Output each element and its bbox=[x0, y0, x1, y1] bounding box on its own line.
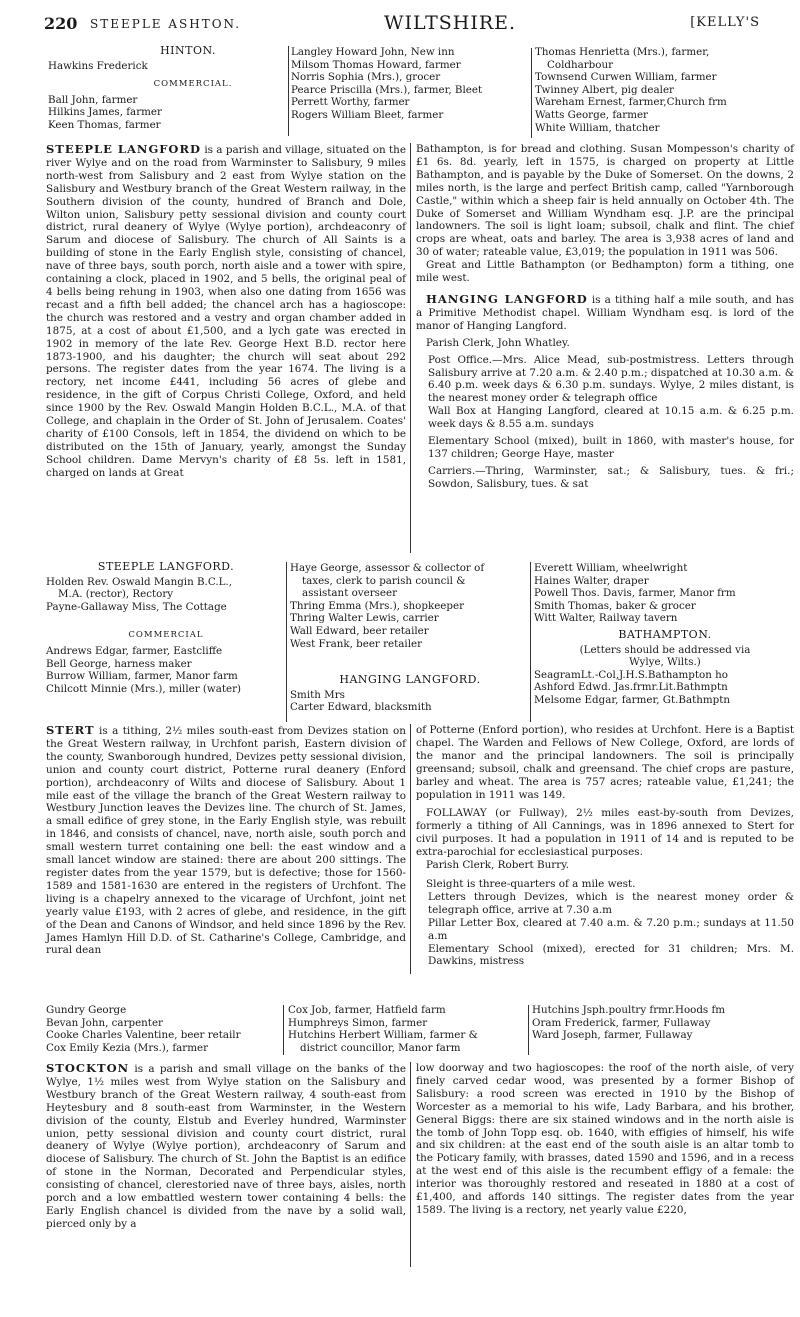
sleight-note: Sleight is three-quarters of a mile west. bbox=[426, 877, 636, 890]
paragraph-text: low doorway and two hagioscopes: the roof of the north aisle, of very finely carved cedar wood, was presented by a former Bishop of Salisbury: a rood screen was erected in 1910 by the Bishop of Worcester as a memorial to his wife, Lady Barbara, and his brother, General Biggs: there are six stained windows and in the north aisle is the tomb of John Topp esq. ob. 1640, with effigies of himself, his wife and six children: at the east end of the south aisle is an altar tomb to the Poticary family, with brasses, dated 1590 and 1596, and in a recess at the west end of this aisle is the recumbent effigy of a female: the interior was thoroughly restored and reseated in 1880 at a cost of £1,400, and affords 140 sittings. The register dates from the year 1589. The living is a rectory, net yearly value £220, bbox=[416, 1062, 794, 1216]
column-rule bbox=[288, 46, 289, 136]
bathampton-heading: BATHAMPTON. bbox=[618, 627, 712, 641]
carriers: Carriers.—Thring, Warminster, sat.; & Salisbury, tues. & fri.; Sowdon, Salisbury, tues. & sat bbox=[428, 464, 794, 490]
list-item: Melsome Edgar, farmer, Gt.Bathmptn bbox=[534, 693, 731, 706]
list-item: Gundry George bbox=[46, 1004, 127, 1016]
paragraph-text: is a parish and small village on the banks of the Wylye, 1½ miles west from Wylye station on the Salisbury and Westbury branch of the Great Western railway, 4 south-east from Heytesbury and 8 south-east from Warminster, in the Western division of the county, Elstub and Everley hundred, Warminster union, petty sessional division and county court district, rural deanery of Wylye (Wylye portion), archdeaconry of Sarum and diocese of Salisbury. The church of St. John the Baptist is an edifice of stone in the Norman, Decorated and Perpendicular styles, consisting of chancel, clerestoried nave of three bays, aisles, north porch and a low embattled western tower containing 4 bells: the Early English chancel is divided from the nave by a solid wall, pierced only by a bbox=[46, 1063, 406, 1230]
list-item: district councillor, Manor farm bbox=[300, 1041, 461, 1054]
list-item: Hutchins Jsph.poultry frmr.Hoods fm bbox=[532, 1004, 726, 1016]
paragraph-text: Great and Little Bathampton (or Bedhampton) form a tithing, one mile west. bbox=[416, 259, 794, 285]
hinton-directory-col2 bbox=[291, 46, 531, 122]
list-item: Twinney Albert, pig dealer bbox=[535, 83, 674, 96]
stockton-description bbox=[46, 1062, 406, 1231]
list-item: Thring Emma (Mrs.), shopkeeper bbox=[290, 599, 465, 612]
list-item: Keen Thomas, farmer bbox=[48, 118, 161, 131]
list-item: Cox Emily Kezia (Mrs.), farmer bbox=[46, 1041, 209, 1054]
place-name: STERT bbox=[46, 723, 95, 737]
page-header bbox=[44, 12, 760, 36]
column-rule bbox=[410, 143, 411, 553]
list-item: Townsend Curwen William, farmer bbox=[535, 71, 717, 84]
hinton-commercial-heading: COMMERCIAL. bbox=[153, 79, 233, 90]
list-item: Holden Rev. Oswald Mangin B.C.L., bbox=[46, 575, 232, 588]
paragraph-text: is a tithing half a mile south, and has a Primitive Methodist chapel. William Wyndham esq. is lord of the manor of Hanging Langford. bbox=[416, 293, 795, 332]
list-item: Perrett Worthy, farmer bbox=[291, 96, 410, 109]
school: Elementary School (mixed), erected for 31 children; Mrs. M. Dawkins, mistress bbox=[428, 942, 794, 968]
list-item: Cox Job, farmer, Hatfield farm bbox=[288, 1004, 446, 1016]
steeple-langford-directory-col1 bbox=[46, 560, 286, 695]
column-rule bbox=[531, 48, 532, 138]
list-item: Bell George, harness maker bbox=[46, 657, 192, 670]
list-item: Thomas Henrietta (Mrs.), farmer, bbox=[535, 46, 710, 58]
hinton-heading: HINTON. bbox=[160, 44, 216, 57]
list-item: Rogers William Bleet, farmer bbox=[291, 108, 444, 121]
column-rule bbox=[530, 562, 531, 722]
place-name: STOCKTON bbox=[46, 1061, 130, 1075]
list-item: Thring Walter Lewis, carrier bbox=[290, 612, 439, 625]
list-item: Haines Walter, draper bbox=[534, 574, 649, 587]
steeple-langford-description bbox=[46, 143, 406, 480]
steeple-langford-directory-col2 bbox=[290, 562, 530, 714]
stockton-description-cont bbox=[416, 1062, 794, 1217]
stert-directory-col1 bbox=[46, 1004, 282, 1054]
list-item: Andrews Edgar, farmer, Eastcliffe bbox=[46, 644, 223, 657]
list-item: SeagramLt.-Col,J.H.S.Bathampton ho bbox=[534, 668, 728, 681]
column-rule bbox=[410, 1062, 411, 1267]
paragraph-text: of Potterne (Enford portion), who resides at Urchfont. Here is a Baptist chapel. The Warden and Fellows of New College, Oxford, are lords of the manor and the principal landowners. The soil is principally greensand; subsoil, chalk and greensand. The chief crops are pasture, barley and wheat. The area is 757 acres; rateable value, £1,241; the population in 1911 was 149. bbox=[416, 724, 794, 801]
list-item: Chilcott Minnie (Mrs.), miller (water) bbox=[46, 682, 242, 695]
post-office: Post Office.—Mrs. Alice Mead, sub-postmistress. Letters through Salisbury arrive at 7.20 a.m. & 2.40 p.m.; dispatched at 10.30 a.m. & 6.40 p.m. week days & 6.30 p.m. sundays. Wylye, 2 miles distant, is the nearest money order & telegraph office bbox=[428, 353, 794, 405]
parish-clerk: Parish Clerk, John Whatley. bbox=[426, 336, 570, 349]
list-item: Bevan John, carpenter bbox=[46, 1016, 163, 1029]
list-item: Cooke Charles Valentine, beer retailr bbox=[46, 1029, 241, 1042]
list-item: Hawkins Frederick bbox=[48, 59, 148, 72]
column-rule bbox=[283, 1005, 284, 1055]
letters: Letters through Devizes, which is the nearest money order & telegraph office, arrive at 7.30 a.m bbox=[428, 890, 794, 916]
list-item: Norris Sophia (Mrs.), grocer bbox=[291, 71, 441, 84]
stert-description-cont bbox=[416, 724, 794, 968]
wall-box: Wall Box at Hanging Langford, cleared at 10.15 a.m. & 6.25 p.m. week days & 8.55 a.m. sundays bbox=[428, 405, 794, 431]
list-item: M.A. (rector), Rectory bbox=[58, 588, 174, 601]
list-item: Burrow William, farmer, Manor farm bbox=[46, 670, 238, 683]
list-item: taxes, clerk to parish council & bbox=[302, 574, 466, 587]
list-item: Humphreys Simon, farmer bbox=[288, 1016, 428, 1029]
paragraph-text: is a parish and village, situated on the river Wylye and on the road from Warminster to Salisbury, 9 miles north-west from Salisbury and 2 east from Wylye station on the Salisbury and Westbury branch of the Great Western railway, in the Southern division of the county, hundred of Branch and Dole, Wilton union, Salisbury petty sessional division and county court district, rural deanery of Wylye (Wylye portion), archdeaconry of Sarum and diocese of Salisbury. The church of All Saints is a building of stone in the Early English style, consisting of chancel, nave of three bays, south porch, north aisle and a tower with spire, containing a clock, placed in 1902, and 5 bells, the original peal of 4 bells being rehung in 1903, when also one dating from 1656 was recast and a fifth bell added; the chancel arch has a hagioscope: the church was restored and a vestry and organ chamber added in 1875, at a cost of about £1,500, and a lych gate was erected in 1902 in memory of the late Rev. George Hext B.D. rector here 1873-1900, and his daughter; the church will seat about 292 persons. The register dates from the year 1674. The living is a rectory, net income £441, including 56 acres of glebe and residence, in the gift of Corpus Christi College, Oxford, and held since 1900 by the Rev. Oswald Mangin Holden B.C.L., M.A. of that College, and chaplain in the Order of St. John of Jerusalem. Coates' charity of £100 Consols, left in 1854, the dividend on which to be distributed on the 15th of January, yearly, amongst the Sunday School children. Dame Mervyn's charity of £8 5s. left in 1581, charged on lands at Great bbox=[46, 144, 406, 479]
list-item: Haye George, assessor & collector of bbox=[290, 562, 485, 574]
bathampton-note: (Letters should be addressed via bbox=[579, 643, 751, 656]
column-rule bbox=[286, 562, 287, 722]
page-number: 220 bbox=[44, 14, 78, 33]
list-item: Ball John, farmer bbox=[48, 93, 138, 106]
place-name: STEEPLE LANGFORD bbox=[46, 142, 201, 156]
list-item: White William, thatcher bbox=[535, 121, 660, 134]
place-name: HANGING LANGFORD bbox=[426, 291, 588, 306]
list-item: West Frank, beer retailer bbox=[290, 637, 423, 650]
column-rule bbox=[410, 724, 411, 974]
list-item: Langley Howard John, New inn bbox=[291, 46, 455, 58]
pillar-box: Pillar Letter Box, cleared at 7.40 a.m. & 7.20 p.m.; sundays at 11.50 a.m bbox=[428, 916, 794, 942]
list-item: Carter Edward, blacksmith bbox=[290, 701, 432, 714]
list-item: Witt Walter, Railway tavern bbox=[534, 612, 678, 625]
hinton-directory-col1 bbox=[48, 44, 288, 132]
hinton-directory-col3 bbox=[535, 46, 795, 134]
paragraph-text: Bathampton, is for bread and clothing. Susan Mompesson's charity of £1 6s. 8d. yearly, left in 1575, is charged on property at Little Bathampton, and is payable by the Duke of Somerset. On the downs, 2 miles north, is the large and perfect British camp, called "Yarnborough Castle," within which a sheep fair is held annually on October 4th. The Duke of Somerset and William Wyndham esq. J.P. are the principal landowners. The soil is light loam; subsoil, chalk and flint. The chief crops are wheat, oats and barley. The area is 3,938 acres of land and 30 of water; rateable value, £3,019; the population in 1911 was 506. bbox=[416, 143, 794, 259]
column-rule bbox=[528, 1005, 529, 1055]
follaway-paragraph: FOLLAWAY (or Fullway), 2½ miles east-by-south from Devizes, formerly a tithing of All Cannings, was in 1896 annexed to Stert for civil purposes. It had a population in 1911 of 14 and is reputed to be extra-parochial for ecclesiastical purposes. bbox=[416, 807, 794, 859]
list-item: assistant overseer bbox=[302, 587, 398, 600]
school: Elementary School (mixed), built in 1860, with master's house, for 137 children; George Haye, master bbox=[428, 435, 794, 460]
stert-directory-col3 bbox=[532, 1004, 796, 1042]
list-item: Milsom Thomas Howard, farmer bbox=[291, 58, 461, 71]
list-item: Pearce Priscilla (Mrs.), farmer, Bleet bbox=[291, 83, 483, 96]
list-item: Coldharbour bbox=[547, 58, 613, 71]
list-item: Ward Joseph, farmer, Fullaway bbox=[532, 1029, 693, 1042]
list-item: Watts George, farmer bbox=[535, 108, 648, 121]
stert-directory-col2 bbox=[288, 1004, 524, 1054]
running-title: STEEPLE ASHTON. bbox=[90, 17, 242, 31]
list-item: Everett William, wheelwright bbox=[534, 562, 688, 574]
steeple-langford-directory-col3 bbox=[534, 562, 796, 707]
steeple-langford-heading: STEEPLE LANGFORD. bbox=[97, 560, 235, 573]
stert-description bbox=[46, 724, 406, 957]
list-item: Oram Frederick, farmer, Fullaway bbox=[532, 1016, 711, 1029]
county-title: WILTSHIRE. bbox=[384, 12, 517, 34]
list-item: Ashford Edwd. Jas.frmr.Lit.Bathmptn bbox=[534, 681, 728, 694]
list-item: Smith Thomas, baker & grocer bbox=[534, 599, 696, 612]
parish-clerk: Parish Clerk, Robert Burry. bbox=[426, 859, 570, 872]
list-item: Hutchins Herbert William, farmer & bbox=[288, 1029, 478, 1042]
list-item: Smith Mrs bbox=[290, 688, 345, 701]
hanging-langford-heading: HANGING LANGFORD. bbox=[339, 673, 481, 687]
paragraph-text: is a tithing, 2½ miles south-east from Devizes station on the Great Western railway, in Urchfont parish, Eastern division of the county, Swanborough hundred, Devizes petty sessional division, union and county court district, Potterne rural deanery (Enford portion), archdeaconry of Wilts and diocese of Salisbury. About 1 mile east of the village the branch of the Great Western railway to Westbury Junction leaves the Devizes line. The church of St. James, a small edifice of grey stone, in the Early English style, was rebuilt in 1846, and consists of chancel, nave, north aisle, south porch and small western turret containing one bell: the east window and a small lancet window are stained: there are about 200 sittings. The register dates from the year 1579, but is defective; those for 1560-1589 and 1581-1630 are entered in the registers of Urchfont. The living is a chapelry annexed to the vicarage of Urchfont, joint net yearly value £193, with 2 acres of glebe, and residence, in the gift of the Dean and Canons of Windsor, and held since 1896 by the Rev. James Hamlyn Hill D.D. of St. Catharine's College, Cambridge, and rural dean bbox=[46, 725, 406, 957]
list-item: Hilkins James, farmer bbox=[48, 106, 162, 119]
list-item: Powell Thos. Davis, farmer, Manor frm bbox=[534, 587, 736, 600]
steeple-langford-description-cont bbox=[416, 143, 794, 491]
list-item: Payne-Gallaway Miss, The Cottage bbox=[46, 600, 227, 613]
list-item: Wall Edward, beer retailer bbox=[290, 624, 429, 637]
publisher-mark: [KELLY'S bbox=[690, 15, 760, 30]
list-item: Wareham Ernest, farmer,Church frm bbox=[535, 96, 727, 109]
bathampton-note: Wylye, Wilts.) bbox=[629, 656, 701, 669]
commercial-heading: COMMERCIAL bbox=[128, 630, 204, 641]
